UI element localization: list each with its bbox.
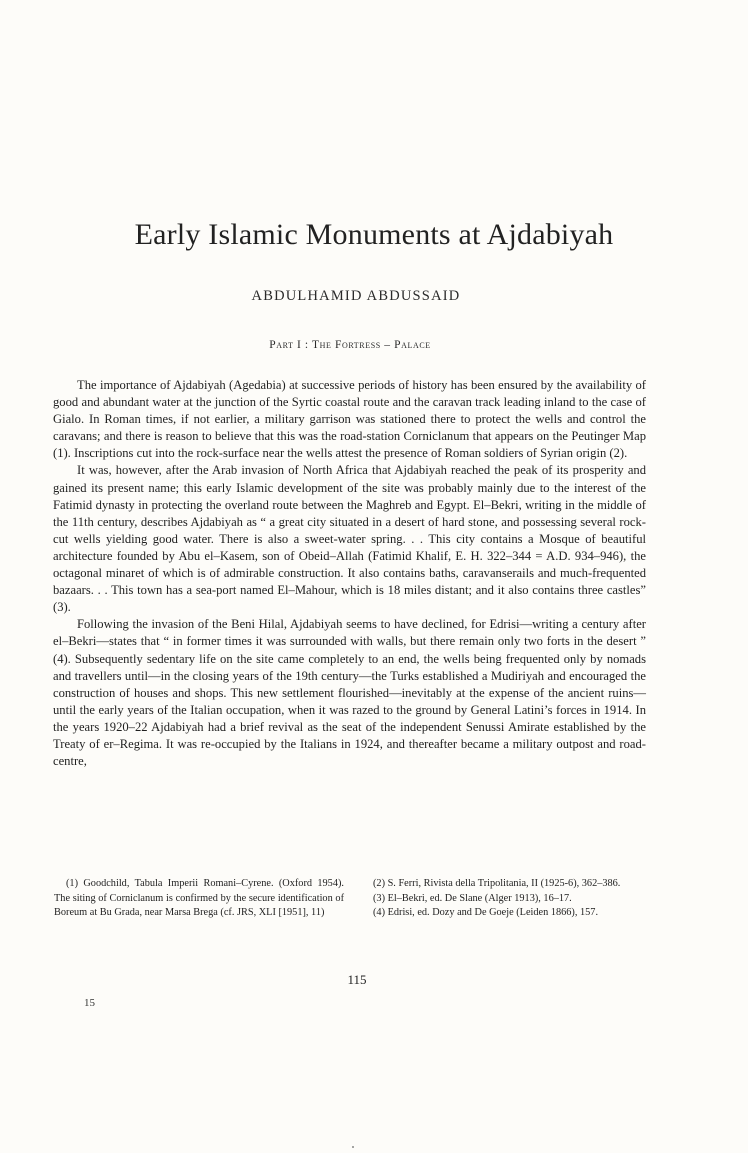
article-title: Early Islamic Monuments at Ajdabiyah <box>134 218 614 251</box>
body-paragraph: The importance of Ajdabiyah (Agedabia) at successive periods of history has been ensured by the availability of good and abundant water at the junction of the Syrtic coastal route and the caravan track leading inland to the case of Gialo. In Roman times, if not earlier, a military garrison was stationed there to protect the wells and control the caravans; and there is reason to believe that this was the road-station Corniclanum that appears on the Peutinger Map (1). Inscriptions cut into the rock-surface near the wells attest the presence of Roman soldiers of Syrian origin (2). <box>53 378 646 461</box>
part-title: The Fortress – Palace <box>312 339 431 351</box>
footnote-1: (1) Goodchild, Tabula Imperii Romani–Cyrene. (Oxford 1954). The siting of Corniclanum is confirmed by the secure identification of Boreum at Bu Grada, near Marsa Brega (cf. JRS, XLI [1951], 11) <box>54 878 344 919</box>
footnote-4: (4) Edrisi, ed. Dozy and De Goeje (Leiden 1866), 157. <box>373 907 599 919</box>
body-paragraph: It was, however, after the Arab invasion of North Africa that Ajdabiyah reached the peak of its prosperity and gained its present name; this early Islamic development of the site was probably mainly due to the interest of the Fatimid dynasty in protecting the overland route between the Maghreb and Egypt. El–Bekri, writing in the middle of the 11th century, describes Ajdabiyah as “ a great city situated in a desert of hard stone, and possessing several rock-cut wells yielding good water. There is also a sweet-water spring. . . This city contains a Mosque of beautiful architecture founded by Abu el–Kasem, son of Obeid–Allah (Fatimid Khalif, E. H. 322–344 = A.D. 934–946), the octagonal minaret of which is of admirable construction. It also contains baths, caravanserails and much-frequented bazaars. . . This town has a sea-port named El–Mahour, which is 18 miles distant; and it also contains three castles” (3). <box>53 463 646 615</box>
part-number: Part I : <box>269 339 312 351</box>
footnotes-left <box>54 877 344 921</box>
page-number: 115 <box>347 972 367 987</box>
signature-mark: 15 <box>84 997 95 1009</box>
footnotes-right <box>361 877 649 921</box>
article-body <box>53 377 646 770</box>
part-heading <box>0 339 700 351</box>
author-name: ABDULHAMID ABDUSSAID <box>251 288 461 304</box>
scan-speck <box>352 1146 354 1148</box>
body-paragraph: Following the invasion of the Beni Hilal, Ajdabiyah seems to have declined, for Edrisi—writing a century after el–Bekri—states that “ in former times it was surrounded with walls, but there remain only two forts in the desert ” (4). Subsequently sedentary life on the site came completely to an end, the wells being frequented only by nomads and travellers until—in the closing years of the 19th century—the Turks established a Mudiriyah and encouraged the construction of houses and shops. This new settlement flourished—inevitably at the expense of the ancient ruins—until the early years of the Italian occupation, when it was razed to the ground by General Latini’s forces in 1914. In the years 1920–22 Ajdabiyah had a brief revival as the seat of the independent Senussi Amirate established by the Treaty of er–Regima. It was re-occupied by the Italians in 1924, and thereafter became a military outpost and road-centre, <box>53 617 646 769</box>
footnote-2: (2) S. Ferri, Rivista della Tripolitania, II (1925-6), 362–386. <box>373 878 621 889</box>
footnote-3: (3) El–Bekri, ed. De Slane (Alger 1913), 16–17. <box>373 892 572 904</box>
